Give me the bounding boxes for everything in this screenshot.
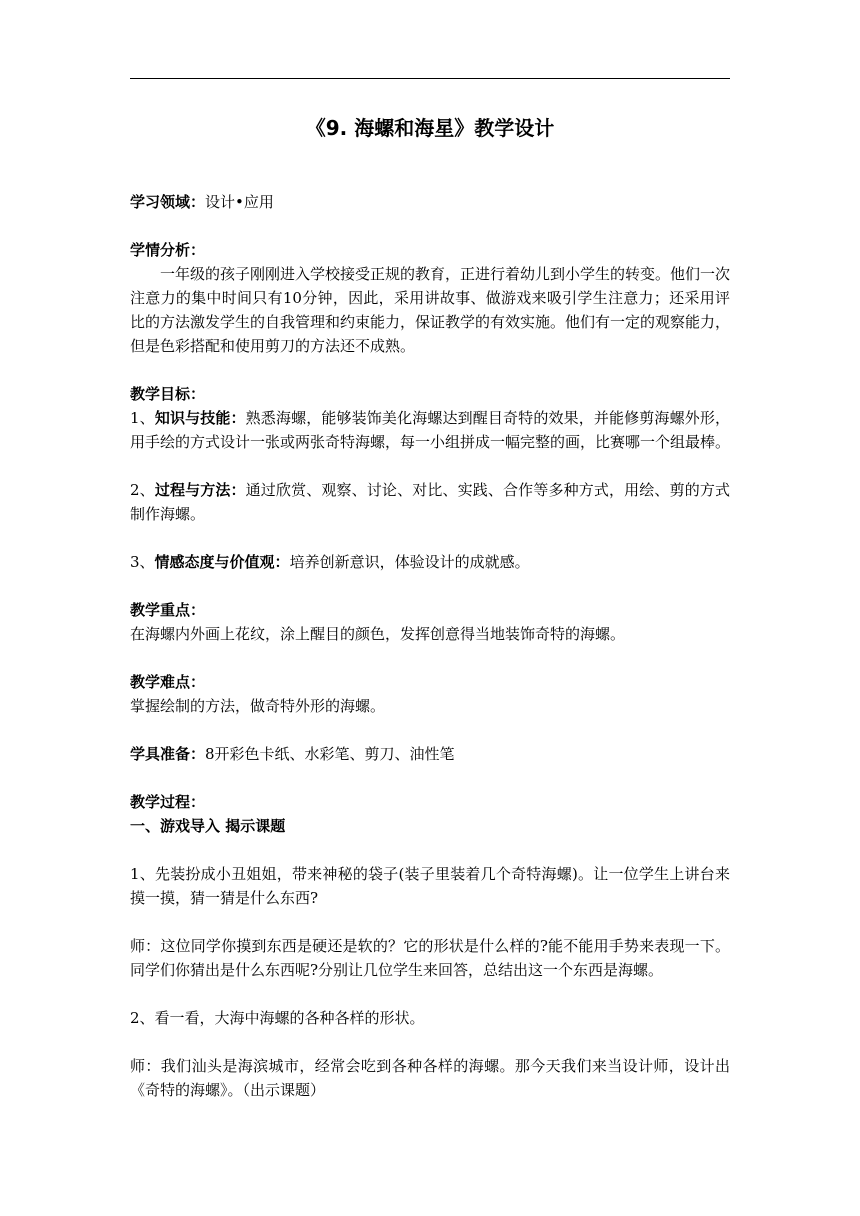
goal-3-text: 培养创新意识，体验设计的成就感。 — [289, 553, 530, 571]
document-body — [130, 190, 730, 1102]
document-title: 《9. 海螺和海星》教学设计 — [305, 116, 555, 140]
goal-2-text: 通过欣赏、观察、讨论、对比、实践、合作等多种方式，用绘、剪的方式制作海螺。 — [130, 481, 730, 523]
paragraph-4: 师：我们汕头是海滨城市，经常会吃到各种各样的海螺。那今天我们来当设计师，设计出《奇特的海螺》。（出示课题） — [130, 1057, 730, 1099]
learning-domain-value: 设计•应用 — [205, 193, 274, 211]
materials-label: 学具准备： — [130, 745, 206, 763]
paragraph-3: 2、看一看，大海中海螺的各种各样的形状。 — [130, 1009, 425, 1027]
goal-2 — [130, 478, 730, 526]
goal-1-label: 知识与技能： — [154, 409, 246, 427]
analysis-text: 一年级的孩子刚刚进入学校接受正规的教育，正进行着幼儿到小学生的转变。他们一次注意力的集中时间只有10分钟，因此，采用讲故事、做游戏来吸引学生注意力；还采用评比的方法激发学生的自我管理和约束能力，保证教学的有效实施。他们有一定的观察能力，但是色彩搭配和使用剪刀的方法还不成熟。 — [130, 265, 731, 355]
difficulty-text: 掌握绘制的方法，做奇特外形的海螺。 — [130, 697, 386, 715]
goal-3 — [130, 550, 730, 574]
paragraph-2: 师：这位同学你摸到东西是硬还是软的？它的形状是什么样的?能不能用手势来表现一下。同学们你猜出是什么东西呢?分别让几位学生来回答，总结出这一个东西是海螺。 — [130, 937, 730, 979]
goal-3-number: 3、 — [130, 553, 155, 571]
key-points-text: 在海螺内外画上花纹，涂上醒目的颜色，发挥创意得当地装饰奇特的海螺。 — [130, 625, 626, 643]
goal-1 — [130, 406, 730, 454]
goal-1-number: 1、 — [130, 409, 155, 427]
key-points-heading: 教学重点： — [130, 601, 206, 619]
section-1-heading: 一、游戏导入 揭示课题 — [130, 817, 286, 835]
difficulty-heading: 教学难点： — [130, 673, 206, 691]
materials-value: 8开彩色卡纸、水彩笔、剪刀、油性笔 — [205, 745, 455, 763]
process-heading: 教学过程： — [130, 793, 206, 811]
goal-3-label: 情感态度与价值观： — [154, 553, 290, 571]
goals-heading: 教学目标： — [130, 385, 206, 403]
learning-domain-label: 学习领域： — [130, 193, 206, 211]
learning-domain — [130, 190, 730, 214]
goal-2-label: 过程与方法： — [154, 481, 246, 499]
materials — [130, 742, 730, 766]
paragraph-1: 1、先装扮成小丑姐姐，带来神秘的袋子(装子里装着几个奇特海螺)。让一位学生上讲台来摸一摸，猜一猜是什么东西? — [130, 865, 730, 907]
analysis-heading: 学情分析： — [130, 241, 206, 259]
goal-1-text: 熟悉海螺，能够装饰美化海螺达到醒目奇特的效果，并能修剪海螺外形，用手绘的方式设计一张或两张奇特海螺，每一小组拼成一幅完整的画，比赛哪一个组最棒。 — [130, 409, 731, 451]
header-rule — [130, 78, 730, 79]
goal-2-number: 2、 — [130, 481, 155, 499]
